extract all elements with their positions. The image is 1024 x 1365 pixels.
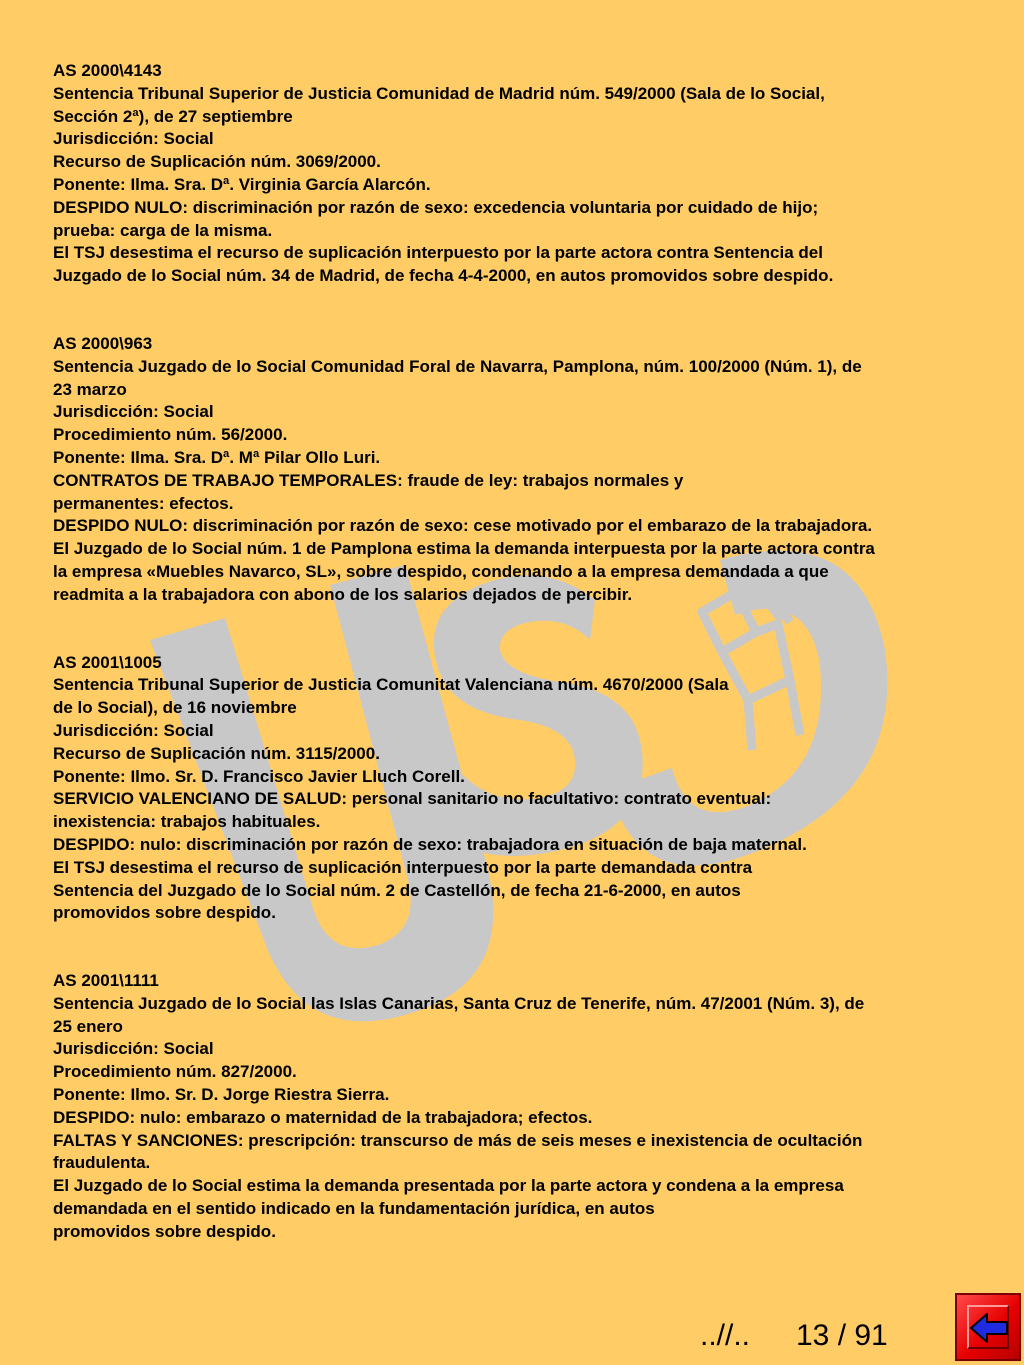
- case-line: El TSJ desestima el recurso de suplicación interpuesto por la parte demandada contra: [53, 857, 753, 877]
- case-line: Sentencia Juzgado de lo Social Comunidad Foral de Navarra, Pamplona, núm. 100/2000 (Núm. 1), de: [53, 356, 862, 376]
- case-line: Recurso de Suplicación núm. 3115/2000.: [53, 743, 380, 763]
- case-reference: AS 2001\1005: [53, 652, 162, 672]
- case-entry-2: [53, 333, 971, 607]
- case-line: DESPIDO NULO: discriminación por razón de sexo: cese motivado por el embarazo de la trabajadora.: [53, 516, 873, 536]
- case-line: 25 enero: [53, 1016, 123, 1036]
- case-line: DESPIDO: nulo: embarazo o maternidad de la trabajadora; efectos.: [53, 1107, 593, 1127]
- case-line: demandada en el sentido indicado en la fundamentación jurídica, en autos: [53, 1199, 655, 1219]
- case-line: Procedimiento núm. 827/2000.: [53, 1062, 297, 1082]
- case-line: Jurisdicción: Social: [53, 1039, 214, 1059]
- case-line: Sentencia Tribunal Superior de Justicia Comunidad de Madrid núm. 549/2000 (Sala de lo Social,: [53, 83, 825, 103]
- case-line: Jurisdicción: Social: [53, 720, 214, 740]
- case-line: El Juzgado de lo Social estima la demanda presentada por la parte actora y condena a la empresa: [53, 1176, 844, 1196]
- arrow-left-icon: [961, 1302, 1017, 1354]
- case-line: SERVICIO VALENCIANO DE SALUD: personal sanitario no facultativo: contrato eventual:: [53, 789, 772, 809]
- case-entry-3: [53, 652, 971, 926]
- case-line: Sentencia Juzgado de lo Social las Islas Canarias, Santa Cruz de Tenerife, núm. 47/2001 (Núm. 3), de: [53, 993, 865, 1013]
- document-body: [53, 60, 971, 1244]
- case-line: El TSJ desestima el recurso de suplicación interpuesto por la parte actora contra Sentencia del: [53, 243, 823, 263]
- continued-indicator: ..//..: [700, 1319, 751, 1352]
- case-line: 23 marzo: [53, 379, 127, 399]
- case-line: Sentencia del Juzgado de lo Social núm. 2 de Castellón, de fecha 21-6-2000, en autos: [53, 880, 741, 900]
- case-line: prueba: carga de la misma.: [53, 220, 273, 240]
- case-line: Recurso de Suplicación núm. 3069/2000.: [53, 152, 381, 172]
- case-entry-4: [53, 970, 971, 1244]
- case-line: permanentes: efectos.: [53, 493, 234, 513]
- case-line: la empresa «Muebles Navarco, SL», sobre despido, condenando a la empresa demandada a que: [53, 561, 829, 581]
- case-line: readmita a la trabajadora con abono de los salarios dejados de percibir.: [53, 584, 633, 604]
- case-line: Procedimiento núm. 56/2000.: [53, 425, 288, 445]
- page-number: 13 / 91: [796, 1319, 888, 1352]
- case-line: Ponente: Ilmo. Sr. D. Francisco Javier Lluch Corell.: [53, 766, 465, 786]
- case-line: Sentencia Tribunal Superior de Justicia Comunitat Valenciana núm. 4670/2000 (Sala: [53, 675, 729, 695]
- back-button[interactable]: [955, 1293, 1021, 1361]
- case-line: Jurisdicción: Social: [53, 129, 214, 149]
- case-reference: AS 2000\4143: [53, 61, 162, 80]
- case-reference: AS 2000\963: [53, 333, 153, 353]
- case-line: CONTRATOS DE TRABAJO TEMPORALES: fraude de ley: trabajos normales y: [53, 470, 684, 490]
- case-reference: AS 2001\1111: [53, 971, 159, 991]
- case-line: Jurisdicción: Social: [53, 402, 214, 422]
- case-line: inexistencia: trabajos habituales.: [53, 812, 321, 832]
- case-line: fraudulenta.: [53, 1153, 151, 1173]
- case-line: El Juzgado de lo Social núm. 1 de Pamplona estima la demanda interpuesta por la parte actora contra: [53, 539, 875, 559]
- case-entry-1: [53, 60, 971, 288]
- case-line: Ponente: Ilmo. Sr. D. Jorge Riestra Sierra.: [53, 1085, 390, 1105]
- case-line: Sección 2ª), de 27 septiembre: [53, 106, 293, 126]
- case-line: DESPIDO NULO: discriminación por razón de sexo: excedencia voluntaria por cuidado de hijo;: [53, 197, 819, 217]
- case-line: promovidos sobre despido.: [53, 903, 276, 923]
- case-line: de lo Social), de 16 noviembre: [53, 698, 297, 718]
- case-line: promovidos sobre despido.: [53, 1221, 276, 1241]
- case-line: FALTAS Y SANCIONES: prescripción: transcurso de más de seis meses e inexistencia de ocultación: [53, 1130, 863, 1150]
- case-line: DESPIDO: nulo: discriminación por razón de sexo: trabajadora en situación de baja maternal.: [53, 834, 807, 854]
- case-line: Juzgado de lo Social núm. 34 de Madrid, de fecha 4-4-2000, en autos promovidos sobre despido.: [53, 266, 834, 286]
- case-line: Ponente: Ilma. Sra. Dª. Virginia García Alarcón.: [53, 174, 431, 194]
- case-line: Ponente: Ilma. Sra. Dª. Mª Pilar Ollo Luri.: [53, 447, 381, 467]
